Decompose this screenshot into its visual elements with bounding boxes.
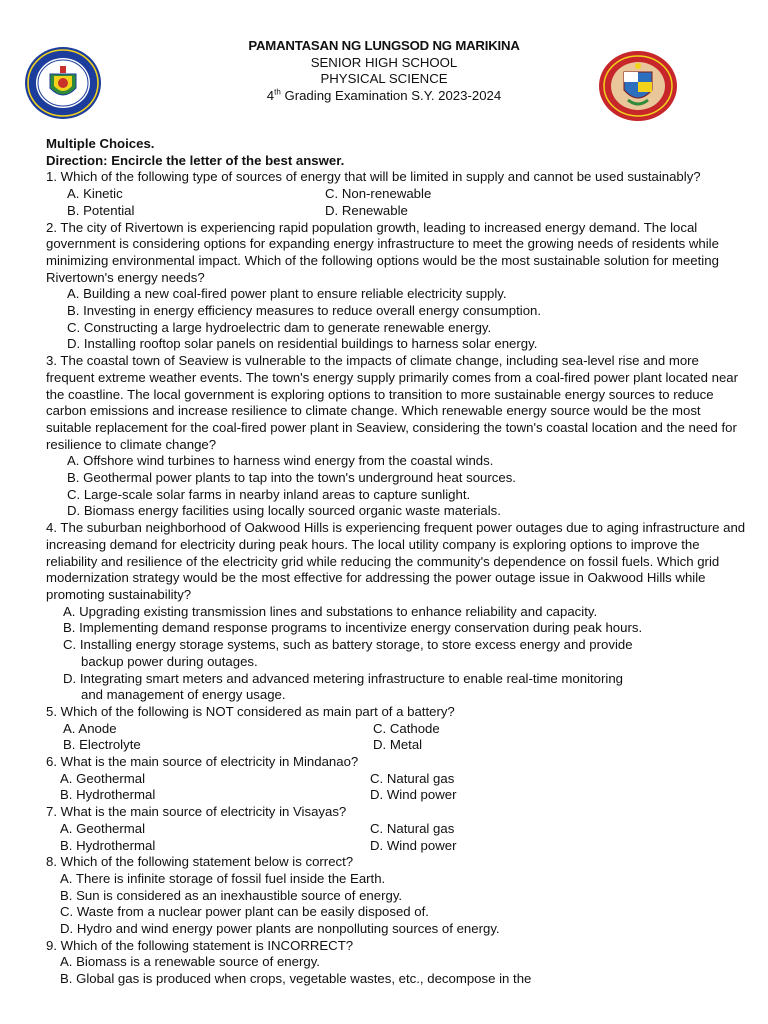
question-text: 8. Which of the following statement below is correct? (46, 854, 354, 870)
exam-content (46, 136, 746, 988)
options (46, 954, 746, 987)
question-text: 7. What is the main source of electricity in Visayas? (46, 804, 347, 820)
option: D. Wind power (370, 787, 457, 803)
options (46, 186, 746, 219)
option: A. There is infinite storage of fossil fuel inside the Earth. (60, 870, 386, 886)
question-text: 1. Which of the following type of sources of energy that will be limited in supply and cannot be used sustainably? (46, 169, 701, 185)
options (46, 871, 746, 938)
question-5 (46, 704, 746, 754)
question-8 (46, 854, 746, 938)
option-continuation: and management of energy usage. (81, 687, 286, 703)
question-6 (46, 754, 746, 804)
option: B. Investing in energy efficiency measures to reduce overall energy consumption. (67, 303, 542, 319)
exam-header (0, 38, 768, 104)
option: B. Sun is considered as an inexhaustible source of energy. (60, 887, 403, 903)
options (46, 721, 746, 754)
question-text: 9. Which of the following statement is INCORRECT? (46, 937, 354, 953)
options (46, 771, 746, 804)
option: B. Potential (67, 202, 135, 218)
school-name: SENIOR HIGH SCHOOL (310, 54, 458, 70)
option: B. Hydrothermal (60, 787, 156, 803)
option: A. Building a new coal-fired power plant to ensure reliable electricity supply. (67, 286, 507, 302)
option: C. Natural gas (370, 820, 455, 836)
direction: Direction: Encircle the letter of the best answer. (46, 152, 345, 168)
question-text: 3. The coastal town of Seaview is vulnerable to the impacts of climate change, including sea-level rise and more frequent extreme weather events. The town's energy supply primarily comes from a coal-fired power plant located near the coastline. The local government is exploring options to transition to more sustainable energy sources to reduce carbon emissions and increase resilience to climate change. Which renewable energy source would be the most suitable replacement for the coal-fired power plant in Seaview, considering the town's coastal location and the need for resilience to climate change? (46, 353, 739, 452)
question-text: 2. The city of Rivertown is experiencing rapid population growth, leading to increased energy demand. The local government is considering options for expanding energy infrastructure to meet the growing needs of residents while minimizing environmental impact. Which of the following options would be the most sustainable solution for meeting Rivertown's energy needs? (46, 219, 719, 285)
options (46, 453, 746, 520)
option: D. Integrating smart meters and advanced metering infrastructure to enable real-time monitoring (63, 670, 624, 686)
option: C. Non-renewable (325, 186, 432, 202)
option: D. Renewable (325, 202, 408, 218)
exam-title: 4th Grading Examination S.Y. 2023-2024 (266, 87, 502, 103)
question-9 (46, 938, 746, 988)
option: A. Kinetic (67, 186, 123, 202)
option: D. Biomass energy facilities using locally sourced organic waste materials. (67, 503, 501, 519)
option: B. Global gas is produced when crops, vegetable wastes, etc., decompose in the (60, 971, 532, 987)
question-4 (46, 520, 746, 704)
option: A. Offshore wind turbines to harness wind energy from the coastal winds. (67, 453, 494, 469)
options (46, 286, 746, 353)
option-continuation: backup power during outages. (81, 653, 258, 669)
option: C. Cathode (373, 720, 440, 736)
option: C. Installing energy storage systems, such as battery storage, to store excess energy and provide (63, 637, 633, 653)
option: D. Hydro and wind energy power plants are nonpolluting sources of energy. (60, 921, 500, 937)
option: A. Biomass is a renewable source of energy. (60, 954, 320, 970)
university-name: PAMANTASAN NG LUNGSOD NG MARIKINA (248, 38, 520, 53)
subject-name: PHYSICAL SCIENCE (320, 71, 448, 87)
option: A. Anode (63, 720, 117, 736)
option: D. Wind power (370, 837, 457, 853)
options (46, 604, 746, 704)
option: C. Waste from a nuclear power plant can be easily disposed of. (60, 904, 429, 920)
option: C. Constructing a large hydroelectric dam to generate renewable energy. (67, 319, 492, 335)
option: D. Installing rooftop solar panels on residential buildings to harness solar energy. (67, 336, 538, 352)
option: B. Geothermal power plants to tap into the town's underground heat sources. (67, 470, 516, 486)
option: A. Geothermal (60, 770, 146, 786)
question-text: 6. What is the main source of electricity in Mindanao? (46, 754, 359, 770)
option: B. Implementing demand response programs to incentivize energy conservation during peak hours. (63, 620, 643, 636)
question-text: 4. The suburban neighborhood of Oakwood Hills is experiencing frequent power outages due to aging infrastructure and increasing demand for electricity during peak hours. The local utility company is exploring options to improve the reliability and resilience of the electricity grid while reducing the community's dependence on fossil fuels. Which grid modernization strategy would be the most effective for addressing the power outage issue in Oakwood Hills while promoting sustainability? (46, 520, 746, 602)
options (46, 821, 746, 854)
question-text: 5. Which of the following is NOT considered as main part of a battery? (46, 703, 455, 719)
question-3 (46, 353, 746, 520)
section-title: Multiple Choices. (46, 136, 155, 151)
question-1 (46, 169, 746, 219)
option: C. Natural gas (370, 770, 455, 786)
option: A. Upgrading existing transmission lines and substations to enhance reliability and capacity. (63, 603, 598, 619)
option: C. Large-scale solar farms in nearby inland areas to capture sunlight. (67, 486, 471, 502)
option: B. Hydrothermal (60, 837, 156, 853)
question-7 (46, 804, 746, 854)
option: A. Geothermal (60, 820, 146, 836)
option: D. Metal (373, 737, 423, 753)
option: B. Electrolyte (63, 737, 141, 753)
question-2 (46, 220, 746, 354)
